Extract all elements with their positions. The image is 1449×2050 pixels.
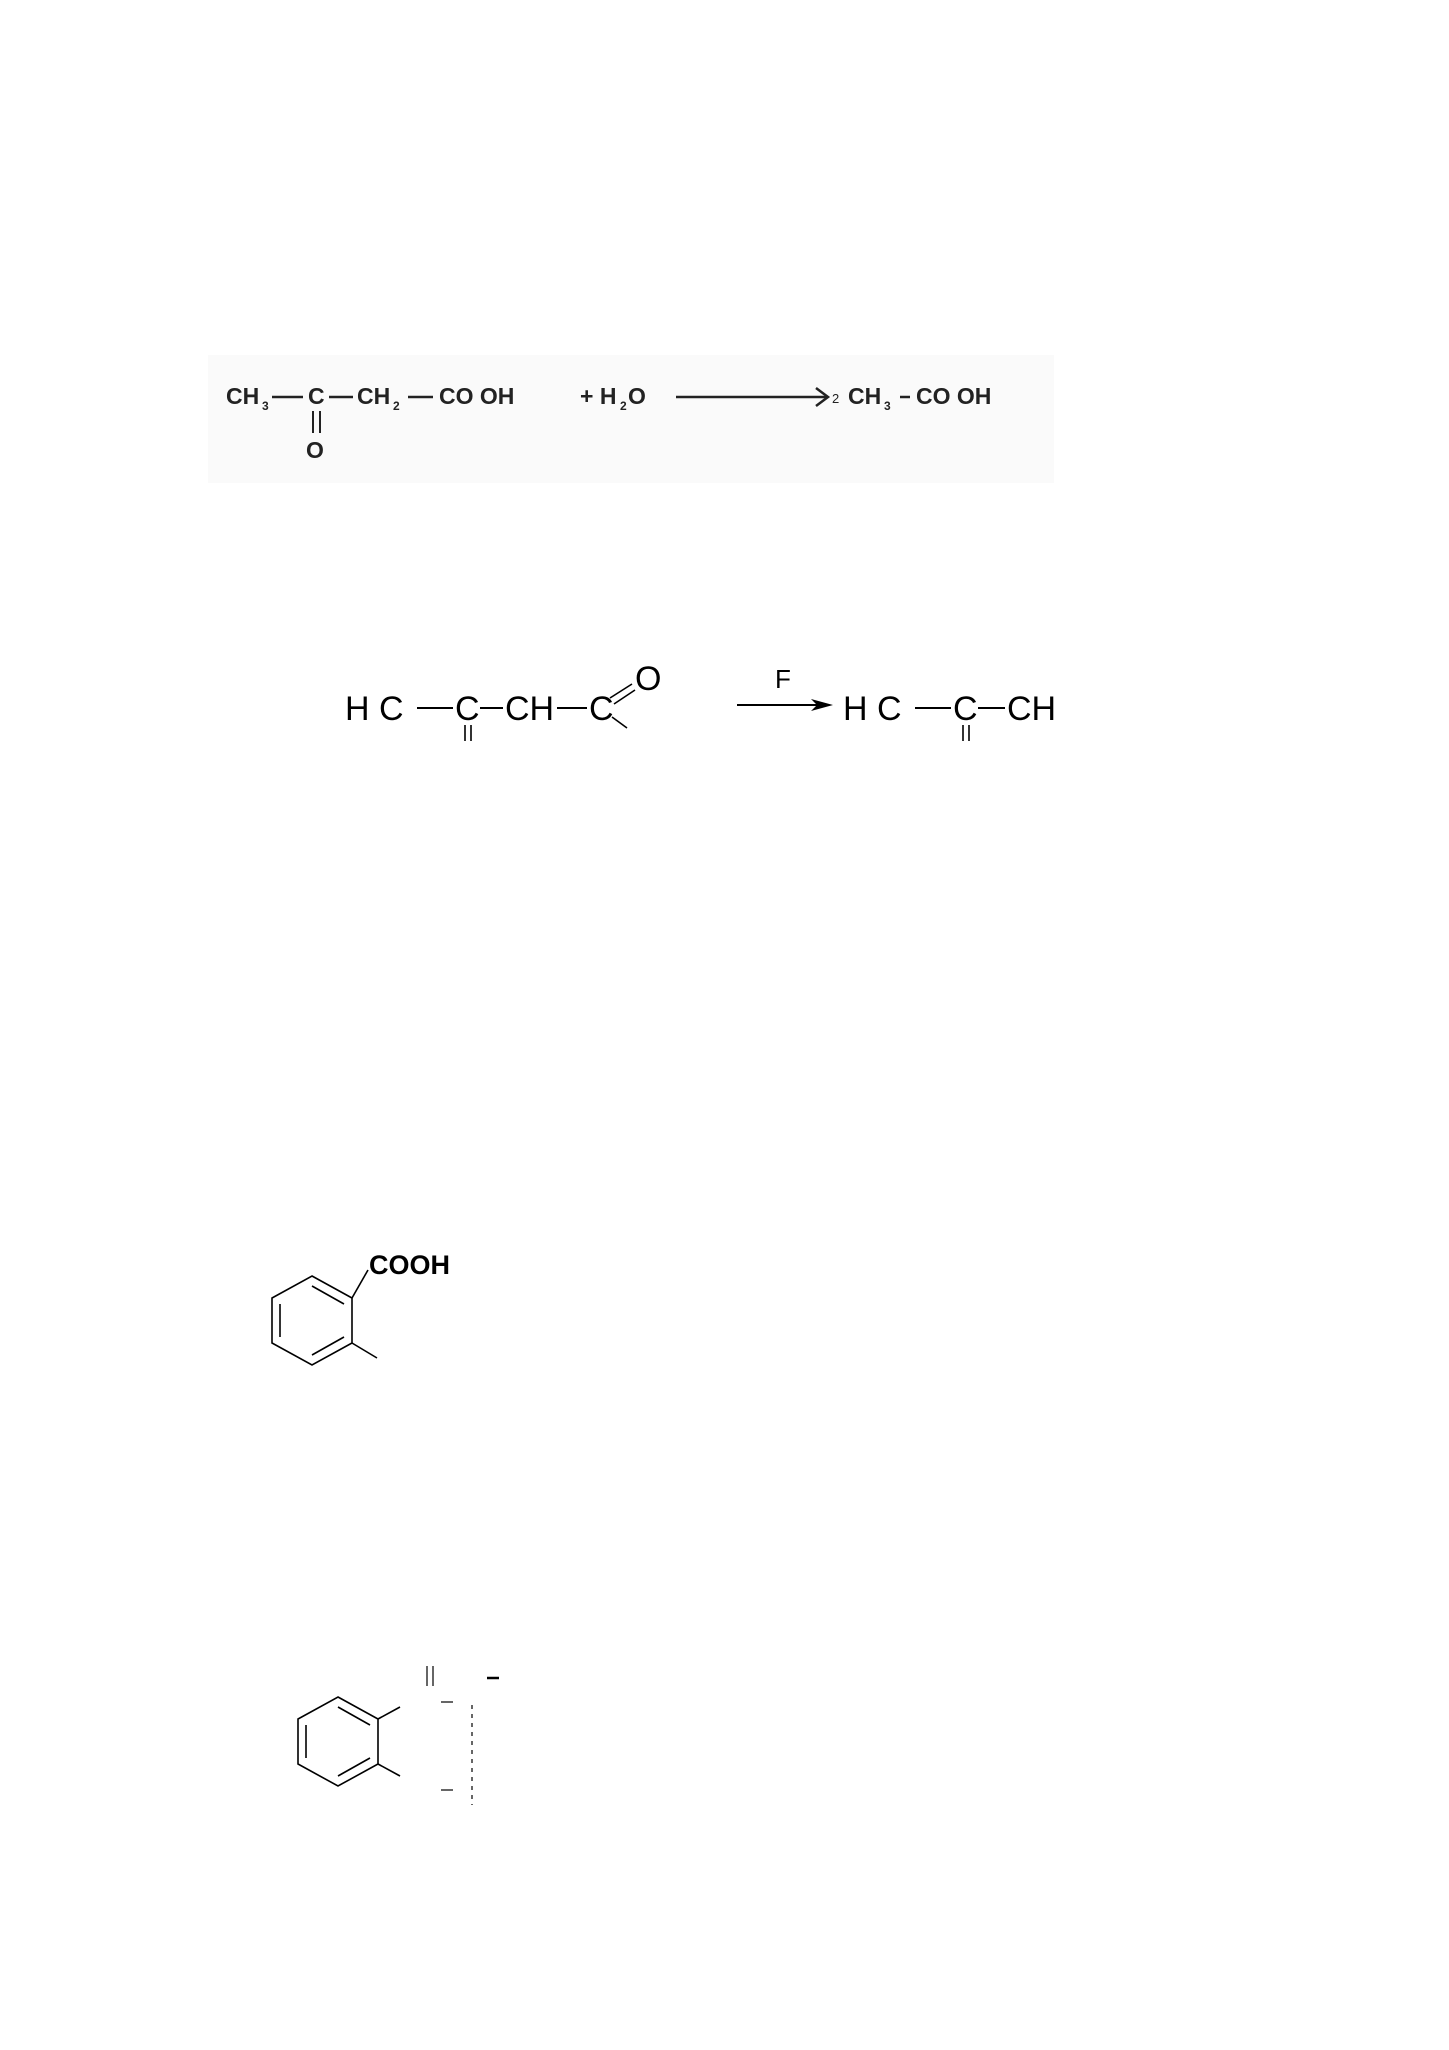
r1-water-sub: 2 (620, 399, 627, 413)
reaction-2-drawing (335, 640, 1125, 770)
r1-ch3: CH (226, 383, 260, 409)
r2-right-ch: CH (1007, 690, 1057, 728)
benzene-fragment-drawing (285, 1650, 545, 1840)
r2-right-c: C (953, 690, 978, 728)
inner-bond-2 (312, 1337, 344, 1355)
benzene-cooh-drawing (255, 1240, 515, 1400)
reaction-1 (208, 355, 1054, 483)
r1-ch3-sub: 3 (262, 399, 269, 413)
r2-left-c2: C (589, 690, 614, 728)
r2-left-c: C (455, 690, 480, 728)
r2-side-bond (612, 717, 627, 728)
inner-bond-1 (312, 1286, 344, 1304)
r2-co-bond-b (614, 690, 635, 704)
r1-product-ch3: CH (848, 383, 882, 409)
reaction-2 (335, 640, 1125, 770)
r1-product-ch3-sub: 3 (884, 399, 891, 413)
r1-ch2-sub: 2 (393, 399, 400, 413)
molecule-4 (285, 1650, 545, 1840)
r2-left-o: O (635, 660, 662, 698)
upper-bond (378, 1707, 400, 1719)
r1-coefficient: 2 (832, 391, 840, 406)
r2-arrow-label: F (775, 664, 791, 694)
r1-water-o: O (628, 383, 646, 409)
r1-plus-water: + H (580, 383, 617, 409)
r2-right-hc: H C (843, 690, 902, 728)
benzene-ring (272, 1276, 352, 1365)
molecule-3 (255, 1240, 515, 1400)
methyl-bond (352, 1343, 377, 1358)
inner-bond-4 (338, 1707, 370, 1725)
r1-product-cooh: CO OH (916, 383, 992, 409)
r2-left-hc: H C (345, 690, 404, 728)
r1-cooh: CO OH (439, 383, 515, 409)
inner-bond-5 (338, 1758, 370, 1776)
r1-c: C (308, 383, 325, 409)
cooh-bond (352, 1270, 368, 1298)
lower-bond (378, 1764, 400, 1776)
r1-o: O (306, 437, 324, 463)
reaction-1-drawing (208, 355, 1054, 483)
benzene-ring-2 (298, 1697, 378, 1786)
cooh-label: COOH (369, 1250, 450, 1280)
r1-ch2: CH (357, 383, 391, 409)
r2-left-ch: CH (505, 690, 555, 728)
